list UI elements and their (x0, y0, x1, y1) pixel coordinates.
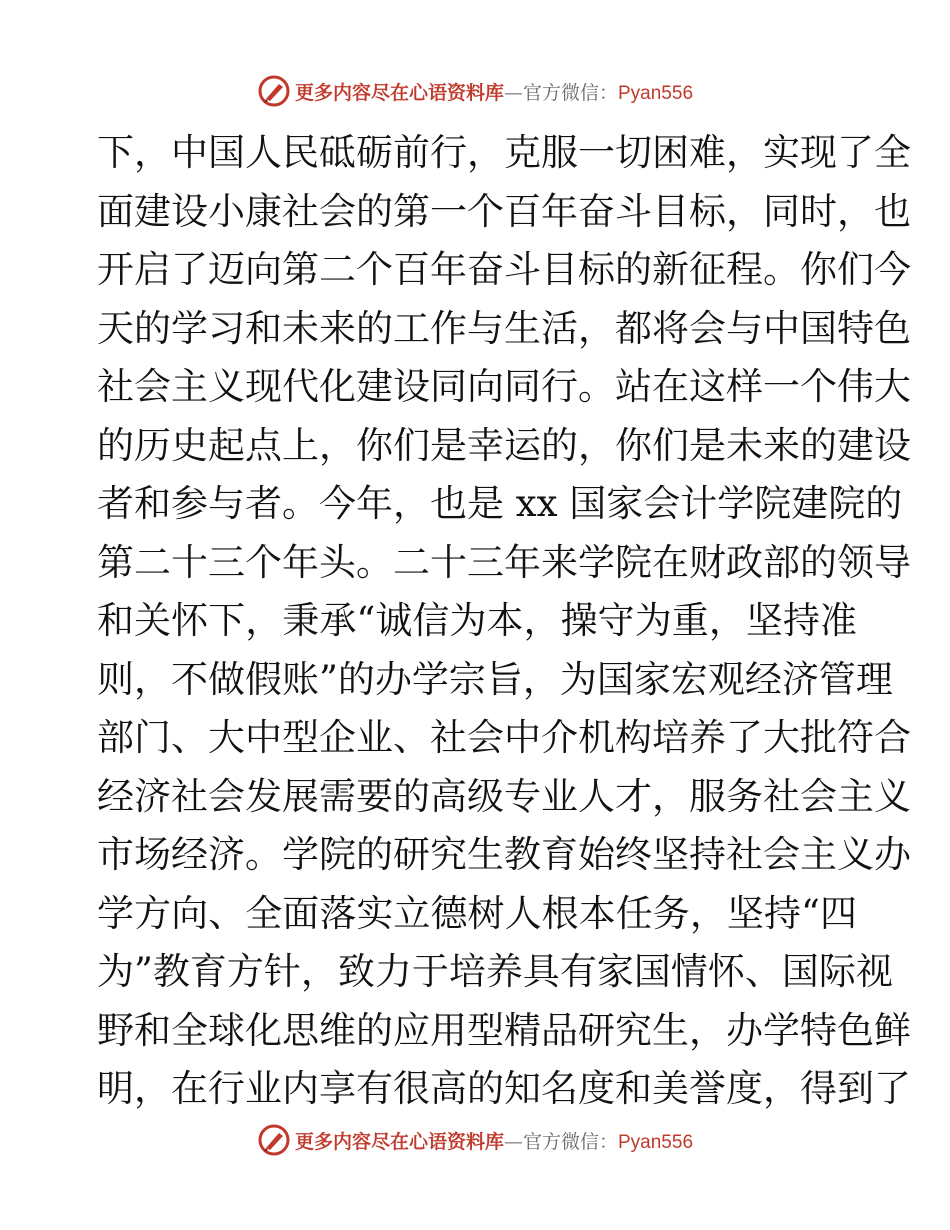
text-line: 面建设小康社会的第一个百年奋斗目标，同时，也 (97, 189, 911, 233)
text-line: 天的学习和未来的工作与生活，都将会与中国特色 (97, 306, 911, 350)
banner-brand-text: 更多内容尽在心语资料库 (294, 1130, 504, 1153)
text-line: 明，在行业内享有很高的知名度和美誉度，得到了 (97, 1067, 911, 1110)
footer-banner (0, 1120, 950, 1160)
banner-separator: — (503, 81, 523, 104)
text-line: 则，不做假账”的办学宗旨，为国家宏观经济管理 (97, 657, 893, 701)
banner-wechat-id: Pyan556 (618, 1131, 694, 1153)
pen-circle-icon (257, 1123, 291, 1157)
document-body (97, 124, 911, 1119)
pen-circle-icon (257, 74, 291, 108)
banner-brand-text: 更多内容尽在心语资料库 (294, 81, 504, 104)
text-line: 市场经济。学院的研究生教育始终坚持社会主义办 (97, 833, 911, 876)
banner-official-label: 官方微信： (522, 81, 618, 104)
banner-wechat-id: Pyan556 (618, 82, 694, 104)
text-line: 学方向、全面落实立德树人根本任务，坚持“四 (97, 891, 857, 935)
text-line: 野和全球化思维的应用型精品研究生，办学特色鲜 (97, 1008, 911, 1052)
text-line: 者和参与者。今年，也是 xx 国家会计学院建院的 (97, 482, 903, 525)
banner-official-label: 官方微信： (522, 1130, 618, 1153)
text-line: 第二十三个年头。二十三年来学院在财政部的领导 (97, 540, 911, 584)
text-line: 开启了迈向第二个百年奋斗目标的新征程。你们今 (97, 248, 911, 291)
banner-text (295, 1127, 693, 1154)
text-line: 和关怀下，秉承“诚信为本，操守为重，坚持准 (97, 599, 857, 642)
text-line: 为”教育方针，致力于培养具有家国情怀、国际视 (97, 950, 893, 993)
text-line: 下，中国人民砥砺前行，克服一切困难，实现了全 (97, 131, 911, 174)
text-line: 社会主义现代化建设同向同行。站在这样一个伟大 (97, 365, 911, 408)
banner-separator: — (503, 1130, 523, 1153)
text-line: 部门、大中型企业、社会中介机构培养了大批符合 (97, 716, 911, 759)
header-banner (0, 71, 950, 111)
banner-text (295, 78, 693, 105)
text-line: 经济社会发展需要的高级专业人才，服务社会主义 (97, 774, 911, 818)
text-line: 的历史起点上，你们是幸运的，你们是未来的建设 (97, 423, 911, 467)
